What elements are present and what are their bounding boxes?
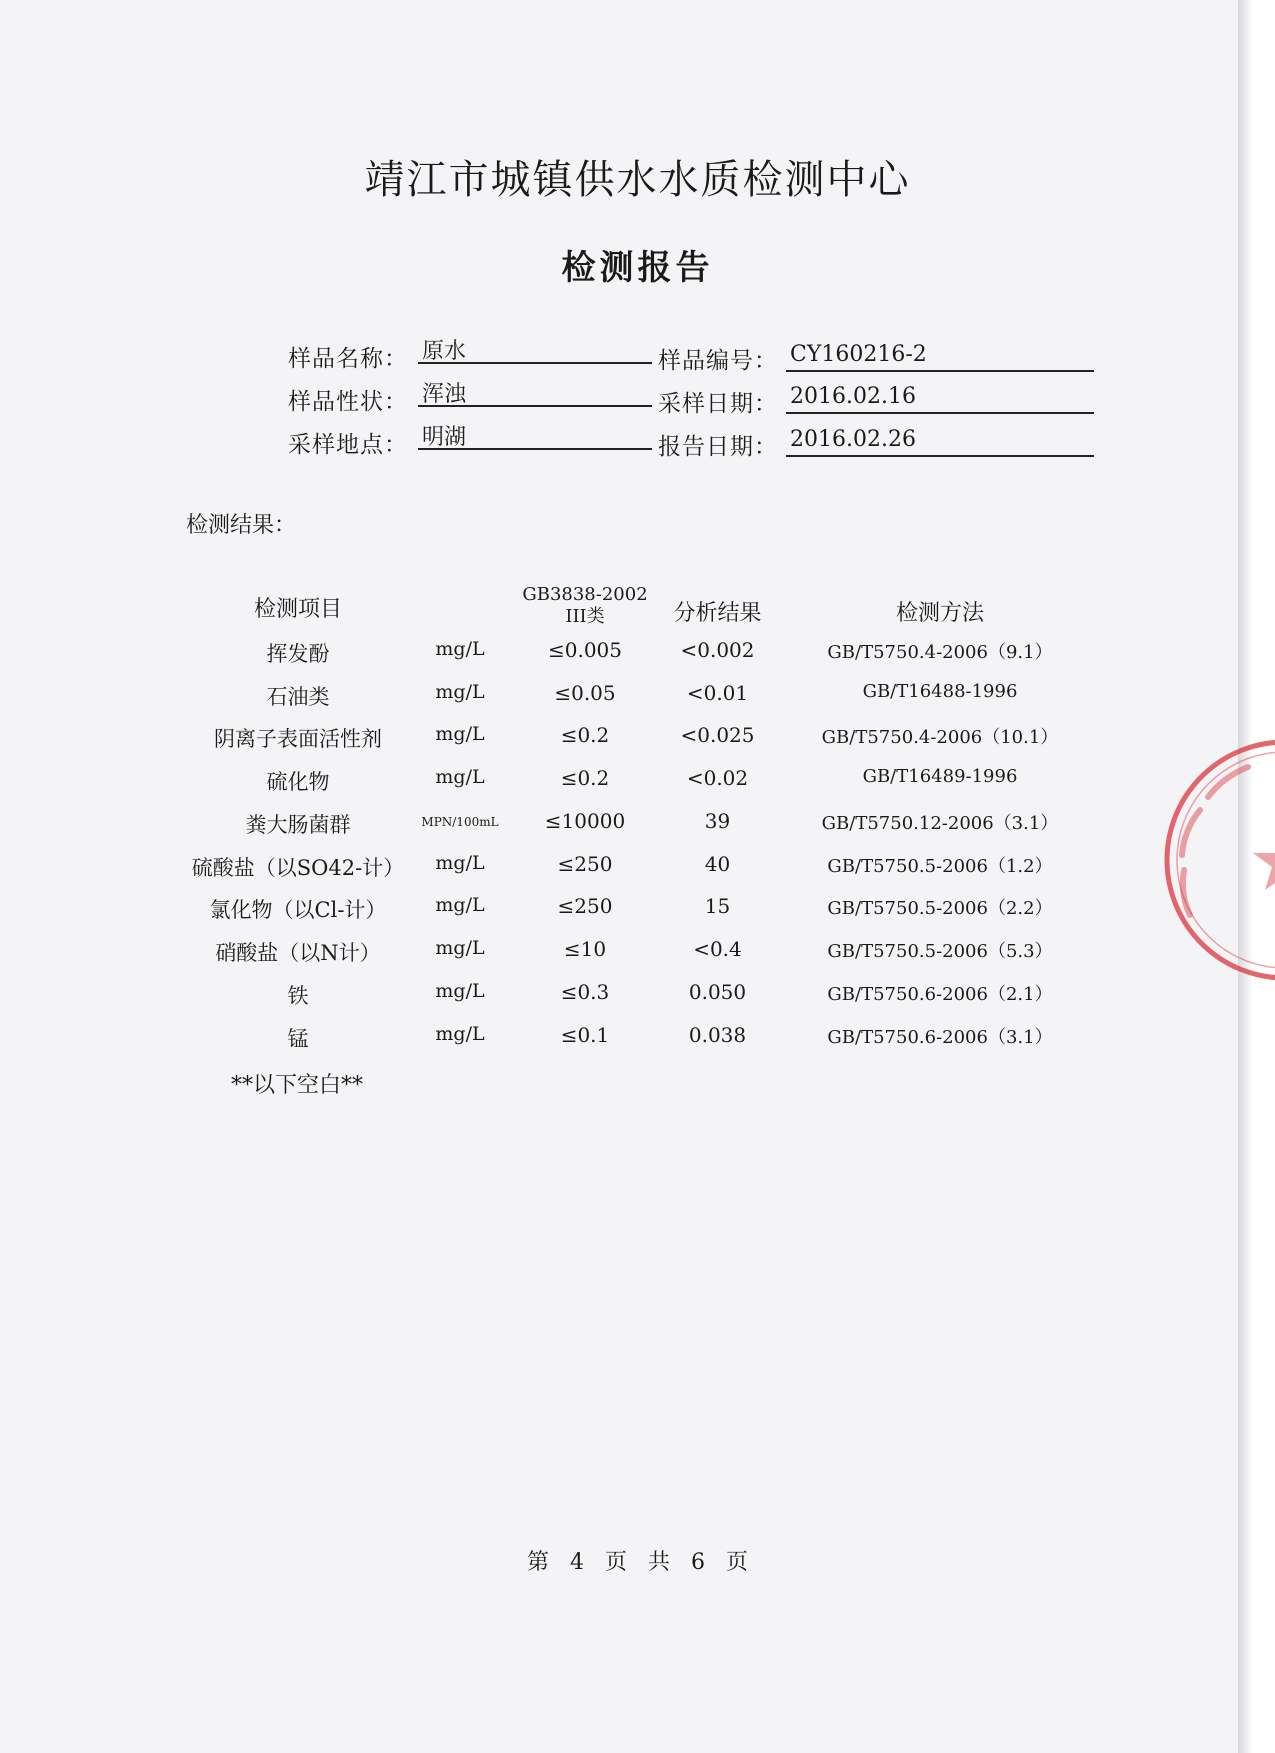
cell-result: <0.4	[693, 937, 742, 961]
header-standard-line2: III类	[565, 606, 605, 627]
cell-standard: ≤250	[557, 852, 613, 876]
seal-outer-ring	[1167, 742, 1275, 978]
cell-unit: mg/L	[435, 723, 485, 745]
header-standard	[510, 584, 660, 628]
cell-unit: mg/L	[435, 766, 485, 788]
organization-title: 靖江市城镇供水水质检测中心	[364, 157, 911, 203]
table-row	[0, 766, 1275, 806]
cell-item: 硫酸盐（以SO42-计）	[191, 856, 405, 880]
cell-item: 粪大肠菌群	[245, 813, 351, 837]
official-seal-stamp	[1160, 735, 1275, 985]
cell-item: 石油类	[266, 685, 330, 709]
sampling-date-value: 2016.02.16	[786, 384, 1094, 414]
cell-item: 硝酸盐（以N计）	[215, 941, 381, 965]
sample-name-value: 原水	[418, 334, 652, 364]
report-date-label: 报告日期：	[658, 434, 778, 460]
cell-result: 40	[704, 852, 731, 876]
report-title: 检测报告	[561, 248, 714, 288]
cell-standard: ≤0.1	[560, 1023, 610, 1047]
sampling-location-label: 采样地点：	[288, 432, 408, 458]
cell-result: <0.002	[680, 638, 755, 662]
cell-method: GB/T5750.4-2006（10.1）	[821, 727, 1059, 748]
cell-result: <0.01	[686, 681, 749, 705]
cell-item: 挥发酚	[266, 642, 330, 666]
cell-method: GB/T16488-1996	[862, 681, 1018, 702]
table-row	[0, 809, 1275, 849]
cell-item: 阴离子表面活性剂	[214, 727, 382, 751]
cell-method: GB/T16489-1996	[862, 766, 1018, 787]
sampling-location-value: 明湖	[418, 420, 652, 450]
sample-name-label: 样品名称：	[288, 346, 408, 372]
cell-method: GB/T5750.12-2006（3.1）	[821, 813, 1059, 834]
cell-item: 氯化物（以Cl-计）	[209, 898, 387, 922]
seal-star-icon	[1253, 830, 1275, 890]
header-result: 分析结果	[673, 601, 762, 626]
sample-state-label: 样品性状：	[288, 389, 408, 415]
cell-item: 硫化物	[266, 770, 330, 794]
cell-unit: mg/L	[435, 638, 485, 660]
report-date-value: 2016.02.26	[786, 427, 1094, 457]
table-row	[0, 894, 1275, 934]
header-method: 检测方法	[895, 601, 984, 626]
cell-standard: ≤0.2	[560, 766, 610, 790]
table-row	[0, 852, 1275, 892]
cell-result: 0.038	[688, 1023, 747, 1047]
cell-unit: mg/L	[435, 937, 485, 959]
header-standard-line1: GB3838-2002	[522, 584, 648, 605]
page-number: 第 4 页 共 6 页	[527, 1550, 748, 1575]
cell-standard: ≤250	[557, 894, 613, 918]
cell-unit: MPN/100mL	[421, 815, 499, 829]
cell-method: GB/T5750.6-2006（2.1）	[827, 984, 1053, 1005]
cell-method: GB/T5750.5-2006（5.3）	[827, 941, 1053, 962]
cell-unit: mg/L	[435, 1023, 485, 1045]
cell-unit: mg/L	[435, 894, 485, 916]
cell-standard: ≤10	[563, 937, 607, 961]
cell-standard: ≤0.3	[560, 980, 610, 1004]
cell-unit: mg/L	[435, 852, 485, 874]
cell-unit: mg/L	[435, 980, 485, 1002]
table-row	[0, 980, 1275, 1020]
table-row	[0, 723, 1275, 763]
sample-number-value: CY160216-2	[786, 342, 1094, 372]
cell-standard: ≤0.05	[554, 681, 616, 705]
cell-result: 15	[704, 894, 731, 918]
sampling-date-label: 采样日期：	[658, 391, 778, 417]
table-row	[0, 1023, 1275, 1063]
cell-method: GB/T5750.6-2006（3.1）	[827, 1027, 1053, 1048]
cell-result: <0.02	[686, 766, 749, 790]
cell-result: <0.025	[680, 723, 755, 747]
cell-standard: ≤10000	[544, 809, 626, 833]
cell-standard: ≤0.2	[560, 723, 610, 747]
cell-standard: ≤0.005	[547, 638, 622, 662]
header-item: 检测项目	[253, 597, 342, 622]
cell-method: GB/T5750.5-2006（2.2）	[827, 898, 1053, 919]
sample-state-value: 浑浊	[418, 377, 652, 407]
cell-method: GB/T5750.4-2006（9.1）	[827, 642, 1053, 663]
cell-result: 0.050	[688, 980, 747, 1004]
cell-item: 锰	[287, 1027, 309, 1051]
table-row	[0, 638, 1275, 678]
table-row	[0, 937, 1275, 977]
results-section-label: 检测结果：	[186, 513, 297, 538]
sample-number-label: 样品编号：	[658, 348, 778, 374]
cell-item: 铁	[287, 984, 309, 1008]
table-row	[0, 681, 1275, 721]
cell-method: GB/T5750.5-2006（1.2）	[827, 856, 1053, 877]
cell-result: 39	[704, 809, 731, 833]
blank-below-note: **以下空白**	[231, 1073, 364, 1098]
cell-unit: mg/L	[435, 681, 485, 703]
